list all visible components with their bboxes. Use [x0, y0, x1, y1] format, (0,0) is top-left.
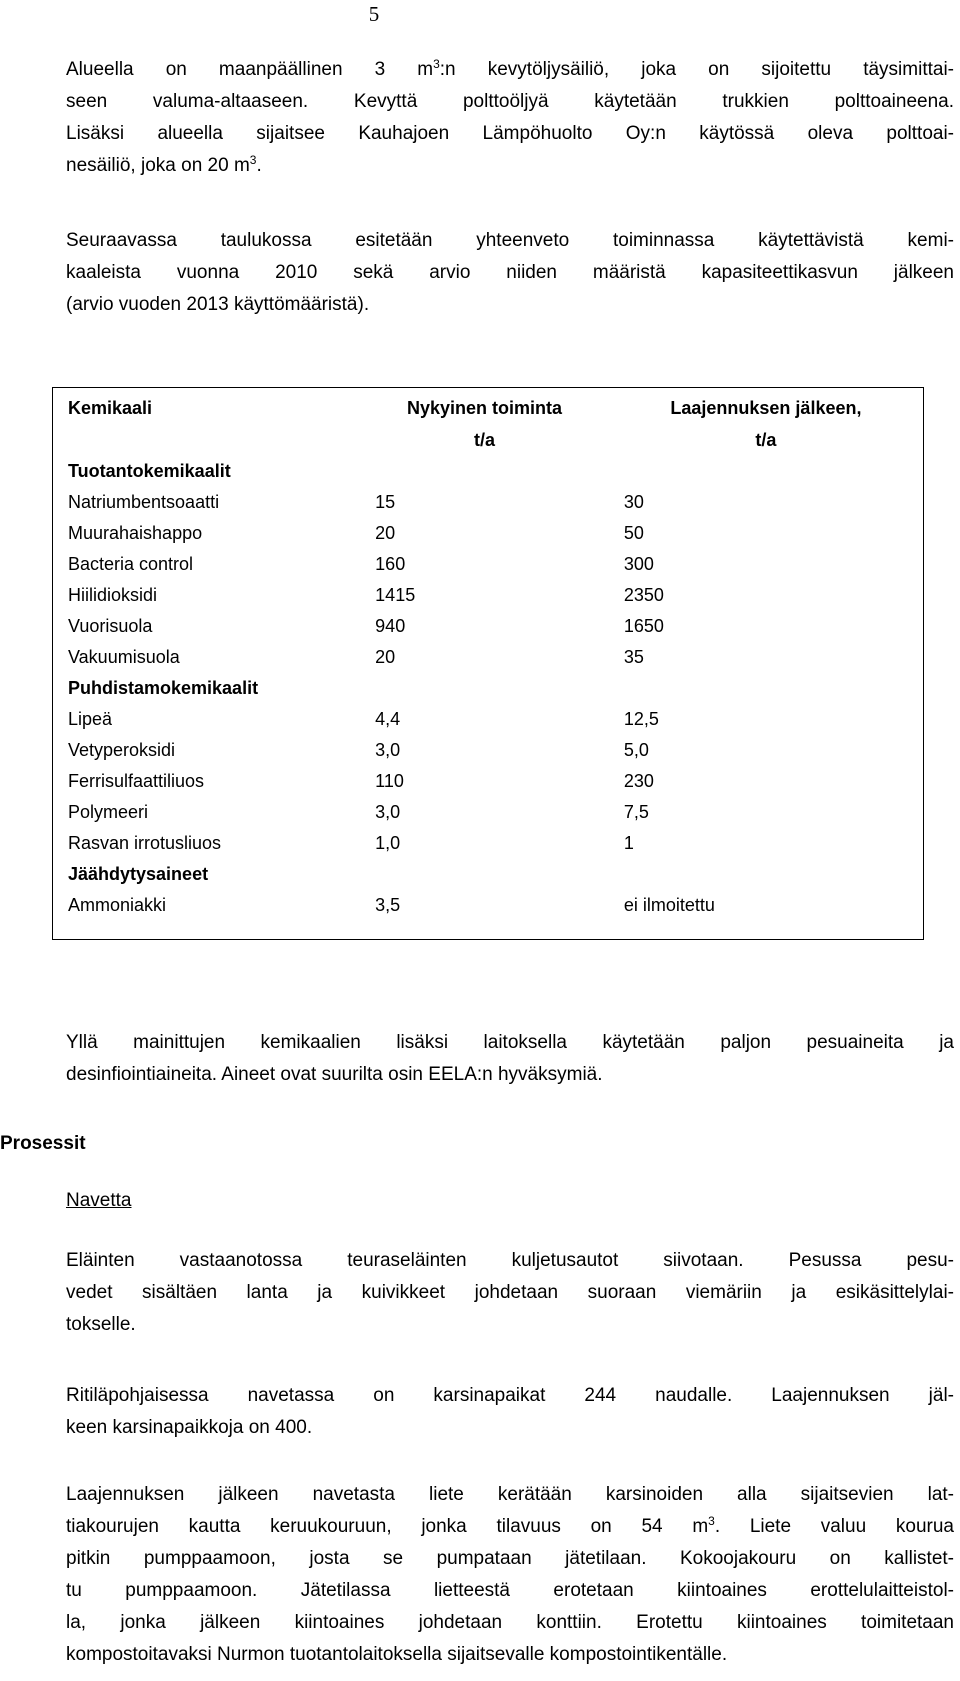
manure-line-2: tiakourujen kautta keruukouruun, jonka tilavuus on 54 $m^3$. Liete valuu kourua: [66, 1514, 954, 1537]
current-amount: 15: [375, 492, 396, 512]
pens-paragraph: [66, 1380, 954, 1444]
after-amount: 7,5: [623, 802, 649, 822]
current-amount: 4,4: [375, 709, 401, 729]
detergents-line-2: desinfiointiaineita. Aineet ovat suurilta osin EELA:n hyväksymiä.: [66, 1064, 603, 1085]
chemical-name: Vetyperoksidi: [68, 740, 176, 760]
manure-line-6: kompostoitavaksi Nurmon tuotantolaitoksella sijaitsevalle kompostointikentälle.: [66, 1644, 728, 1665]
table-header-row: [53, 388, 924, 457]
reception-line-2: vedet sisältäen lanta ja kuivikkeet johdetaan suoraan viemäriin ja esikäsittelylai-: [66, 1282, 954, 1303]
subsection-heading-barn: Navetta: [66, 1190, 132, 1211]
intro-line-4: nesäiliö, joka on 20 $m^3$.: [66, 153, 262, 176]
summary-line-3: (arvio vuoden 2013 käyttömääristä).: [66, 294, 370, 315]
header-chemical: Kemikaali: [68, 398, 153, 418]
current-amount: 940: [375, 616, 406, 636]
detergents-line-1: Yllä mainittujen kemikaalien lisäksi laitoksella käytetään paljon pesuaineita ja: [66, 1032, 954, 1053]
after-amount: 50: [623, 523, 644, 543]
table-row: [53, 828, 924, 859]
intro-paragraph: [66, 54, 954, 182]
after-amount: 300: [623, 554, 654, 574]
chemical-name: Vuorisuola: [68, 616, 153, 636]
chemical-name: Ammoniakki: [68, 895, 167, 915]
reception-paragraph: [66, 1245, 954, 1341]
current-amount: 110: [375, 771, 404, 791]
current-amount: 20: [375, 523, 396, 543]
chemical-name: Polymeeri: [68, 802, 149, 822]
current-amount: 1415: [375, 585, 416, 605]
chemical-name: Hiilidioksidi: [68, 585, 158, 605]
current-amount: 3,0: [375, 802, 401, 822]
manure-line-5: la, jonka jälkeen kiintoaines johdetaan konttiin. Erotettu kiintoaines toimitetaan: [66, 1612, 954, 1633]
chemicals-table: [52, 387, 924, 940]
manure-line-4: tu pumppaamoon. Jätetilassa lietteestä erotetaan kiintoaines erottelulaitteistol-: [66, 1580, 954, 1601]
table-row: [53, 611, 924, 642]
table-row: [53, 518, 924, 549]
intro-line-2: seen valuma-altaaseen. Kevyttä polttoöljyä käytetään trukkien polttoaineena.: [66, 91, 954, 112]
summary-paragraph: [66, 225, 954, 321]
section-heading-processes: Prosessit: [0, 1133, 86, 1154]
after-amount: 5,0: [623, 740, 649, 760]
table-row: [53, 580, 924, 611]
table-row: [53, 890, 924, 940]
pens-line-2: keen karsinapaikkoja on 400.: [66, 1417, 313, 1438]
table-row: [53, 735, 924, 766]
header-after-expansion: Laajennuksen jälkeen, t/a: [670, 398, 862, 450]
after-amount: ei ilmoitettu: [623, 895, 715, 915]
chemical-name: Vakuumisuola: [68, 647, 180, 667]
summary-line-2: kaaleista vuonna 2010 sekä arvio niiden määristä kapasiteettikasvun jälkeen: [66, 262, 954, 283]
intro-line-3: Lisäksi alueella sijaitsee Kauhajoen Lämpöhuolto Oy:n käytössä oleva polttoai-: [66, 123, 954, 144]
chemical-name: Bacteria control: [68, 554, 194, 574]
header-current: Nykyinen toiminta t/a: [407, 398, 563, 450]
current-amount: 160: [375, 554, 406, 574]
reception-line-3: tokselle.: [66, 1314, 136, 1335]
intro-line-1: Alueella on maanpäällinen 3 $m^3:n$ kevytöljysäiliö, joka on sijoitettu täysimittai-: [66, 57, 954, 80]
group-label: Tuotantokemikaalit: [68, 461, 231, 481]
table-row: [53, 549, 924, 580]
current-amount: 3,5: [375, 895, 401, 915]
chemical-name: Rasvan irrotusliuos: [68, 833, 222, 853]
after-amount: 1: [623, 833, 634, 853]
table-row: [53, 766, 924, 797]
chemical-name: Ferrisulfaattiliuos: [68, 771, 205, 791]
chemical-name: Lipeä: [68, 709, 113, 729]
after-amount: 12,5: [623, 709, 659, 729]
after-amount: 35: [623, 647, 644, 667]
group-label: Puhdistamokemikaalit: [68, 678, 259, 698]
page-number: 5: [368, 2, 380, 26]
table-group-row: [53, 673, 924, 704]
current-amount: 3,0: [375, 740, 401, 760]
after-amount: 1650: [623, 616, 664, 636]
table-group-row: [53, 859, 924, 890]
chemical-name: Natriumbentsoaatti: [68, 492, 220, 512]
pens-line-1: Ritiläpohjaisessa navetassa on karsinapaikat 244 naudalle. Laajennuksen jäl-: [66, 1385, 954, 1406]
group-label: Jäähdytysaineet: [68, 864, 209, 884]
table-group-row: [53, 456, 924, 487]
current-amount: 20: [375, 647, 396, 667]
after-amount: 230: [623, 771, 654, 791]
table-row: [53, 704, 924, 735]
after-amount: 2350: [623, 585, 664, 605]
current-amount: 1,0: [375, 833, 401, 853]
reception-line-1: Eläinten vastaanotossa teuraseläinten kuljetusautot siivotaan. Pesussa pesu-: [66, 1250, 954, 1271]
table-row: [53, 797, 924, 828]
table-row: [53, 487, 924, 518]
chemical-name: Muurahaishappo: [68, 523, 203, 543]
after-amount: 30: [623, 492, 644, 512]
manure-line-1: Laajennuksen jälkeen navetasta liete kerätään karsinoiden alla sijaitsevien lat-: [66, 1484, 954, 1505]
table-row: [53, 642, 924, 673]
detergents-paragraph: [66, 1027, 954, 1091]
summary-line-1: Seuraavassa taulukossa esitetään yhteenveto toiminnassa käytettävistä kemi-: [66, 230, 954, 251]
manure-line-3: pitkin pumppaamoon, josta se pumpataan jätetilaan. Kokoojakouru on kallistet-: [66, 1548, 954, 1569]
manure-paragraph: [66, 1479, 954, 1671]
